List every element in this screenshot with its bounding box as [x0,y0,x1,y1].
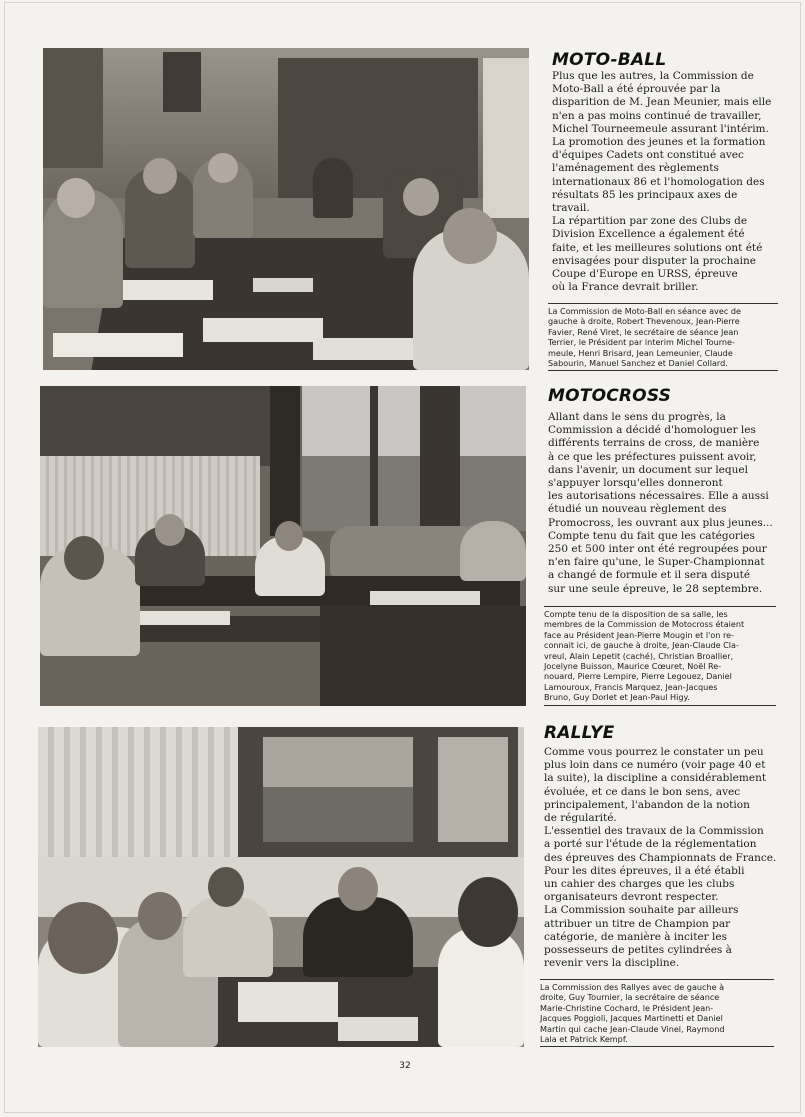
moto-ball-photo [43,48,529,370]
section-title-moto-ball: MOTO-BALL [552,50,667,70]
section-body-moto-ball: Plus que les autres, la Commission de Moto-Ball a été éprouvée par la disparition de M. Jean Meunier, mais elle n'en a pas moins continué de travailler, Michel Tourneemeule assurant l'intérim. La promotion des jeunes et la formation d'équipes Cadets ont constitué avec l'aménagement des règlements internationaux 86 et l'homologation des résultats 85 les principaux axes de travail. La répartition par zone des Clubs de Division Excellence a également été faite, et les meilleures solutions ont été envisagées pour disputer la prochaine Coupe d'Europe en URSS, épreuve où la France devrait briller. [552,70,772,294]
motocross-photo [40,386,526,706]
photo-caption-moto-ball: La Commission de Moto-Ball en séance avec de gauche à droite, Robert Thevenoux, Jean-Pierre Favier, René Viret, le secrétaire de séance Jean Terrier, le Président par interim Michel Tourne- meule, Henri Brisard, Jean Lemeunier, Claude Sabourin, Manuel Sanchez et Daniel Collard. [548,303,778,371]
section-title-motocross: MOTOCROSS [548,386,672,406]
rallye-photo [38,727,524,1047]
section-body-motocross: Allant dans le sens du progrès, la Commission a décidé d'homologuer les différents terrains de cross, de manière à ce que les préfectures puissent avoir, dans l'avenir, un document sur lequel s'appuyer lorsqu'elles donneront les autorisations nécessaires. Elle a aussi étudié un nouveau règlement des Promocross, les ouvrant aux plus jeunes... Compte tenu du fait que les catégories 250 et 500 inter ont été regroupées pour n'en faire qu'une, le Super-Championnat a changé de formule et il sera disputé sur une seule épreuve, le 28 septembre. [548,411,773,595]
page-number: 32 [399,1061,411,1071]
photo-caption-motocross: Compte tenu de la disposition de sa salle, les membres de la Commission de Motocross étaient face au Président Jean-Pierre Mougin et l'on re- connait ici, de gauche à droite, Jean-Claude Cla- vreul, Alain Lepetit (caché), Christian Broallier, Jocelyne Buisson, Maurice Cœuret, Noël Re- nouard, Pierre Lempire, Pierre Legouez, Daniel Lamouroux, Francis Marquez, Jean-Jacques Bruno, Guy Dorlet et Jean-Paul Higy. [544,606,776,706]
section-body-rallye: Comme vous pourrez le constater un peu plus loin dans ce numéro (voir page 40 et la suite), la discipline a considérablement évoluée, et ce dans le bon sens, avec principalement, l'abandon de la notion de régularité. L'essentiel des travaux de la Commission a porté sur l'étude de la réglementation des épreuves des Championnats de France. Pour les dites épreuves, il a été établi un cahier des charges que les clubs organisateurs devront respecter. La Commission souhaite par ailleurs attribuer un titre de Champion par catégorie, de manière à inciter les possesseurs de petites cylindrées à revenir vers la discipline. [544,746,777,970]
section-title-rallye: RALLYE [544,723,615,743]
photo-caption-rallye: La Commission des Rallyes avec de gauche à droite, Guy Tournier, la secrétaire de séance Marie-Christine Cochard, le Président Jean- Jacques Poggioli, Jacques Martinetti et Daniel Martin qui cache Jean-Claude Vinel, Raymond Lala et Patrick Kempf. [540,979,774,1047]
